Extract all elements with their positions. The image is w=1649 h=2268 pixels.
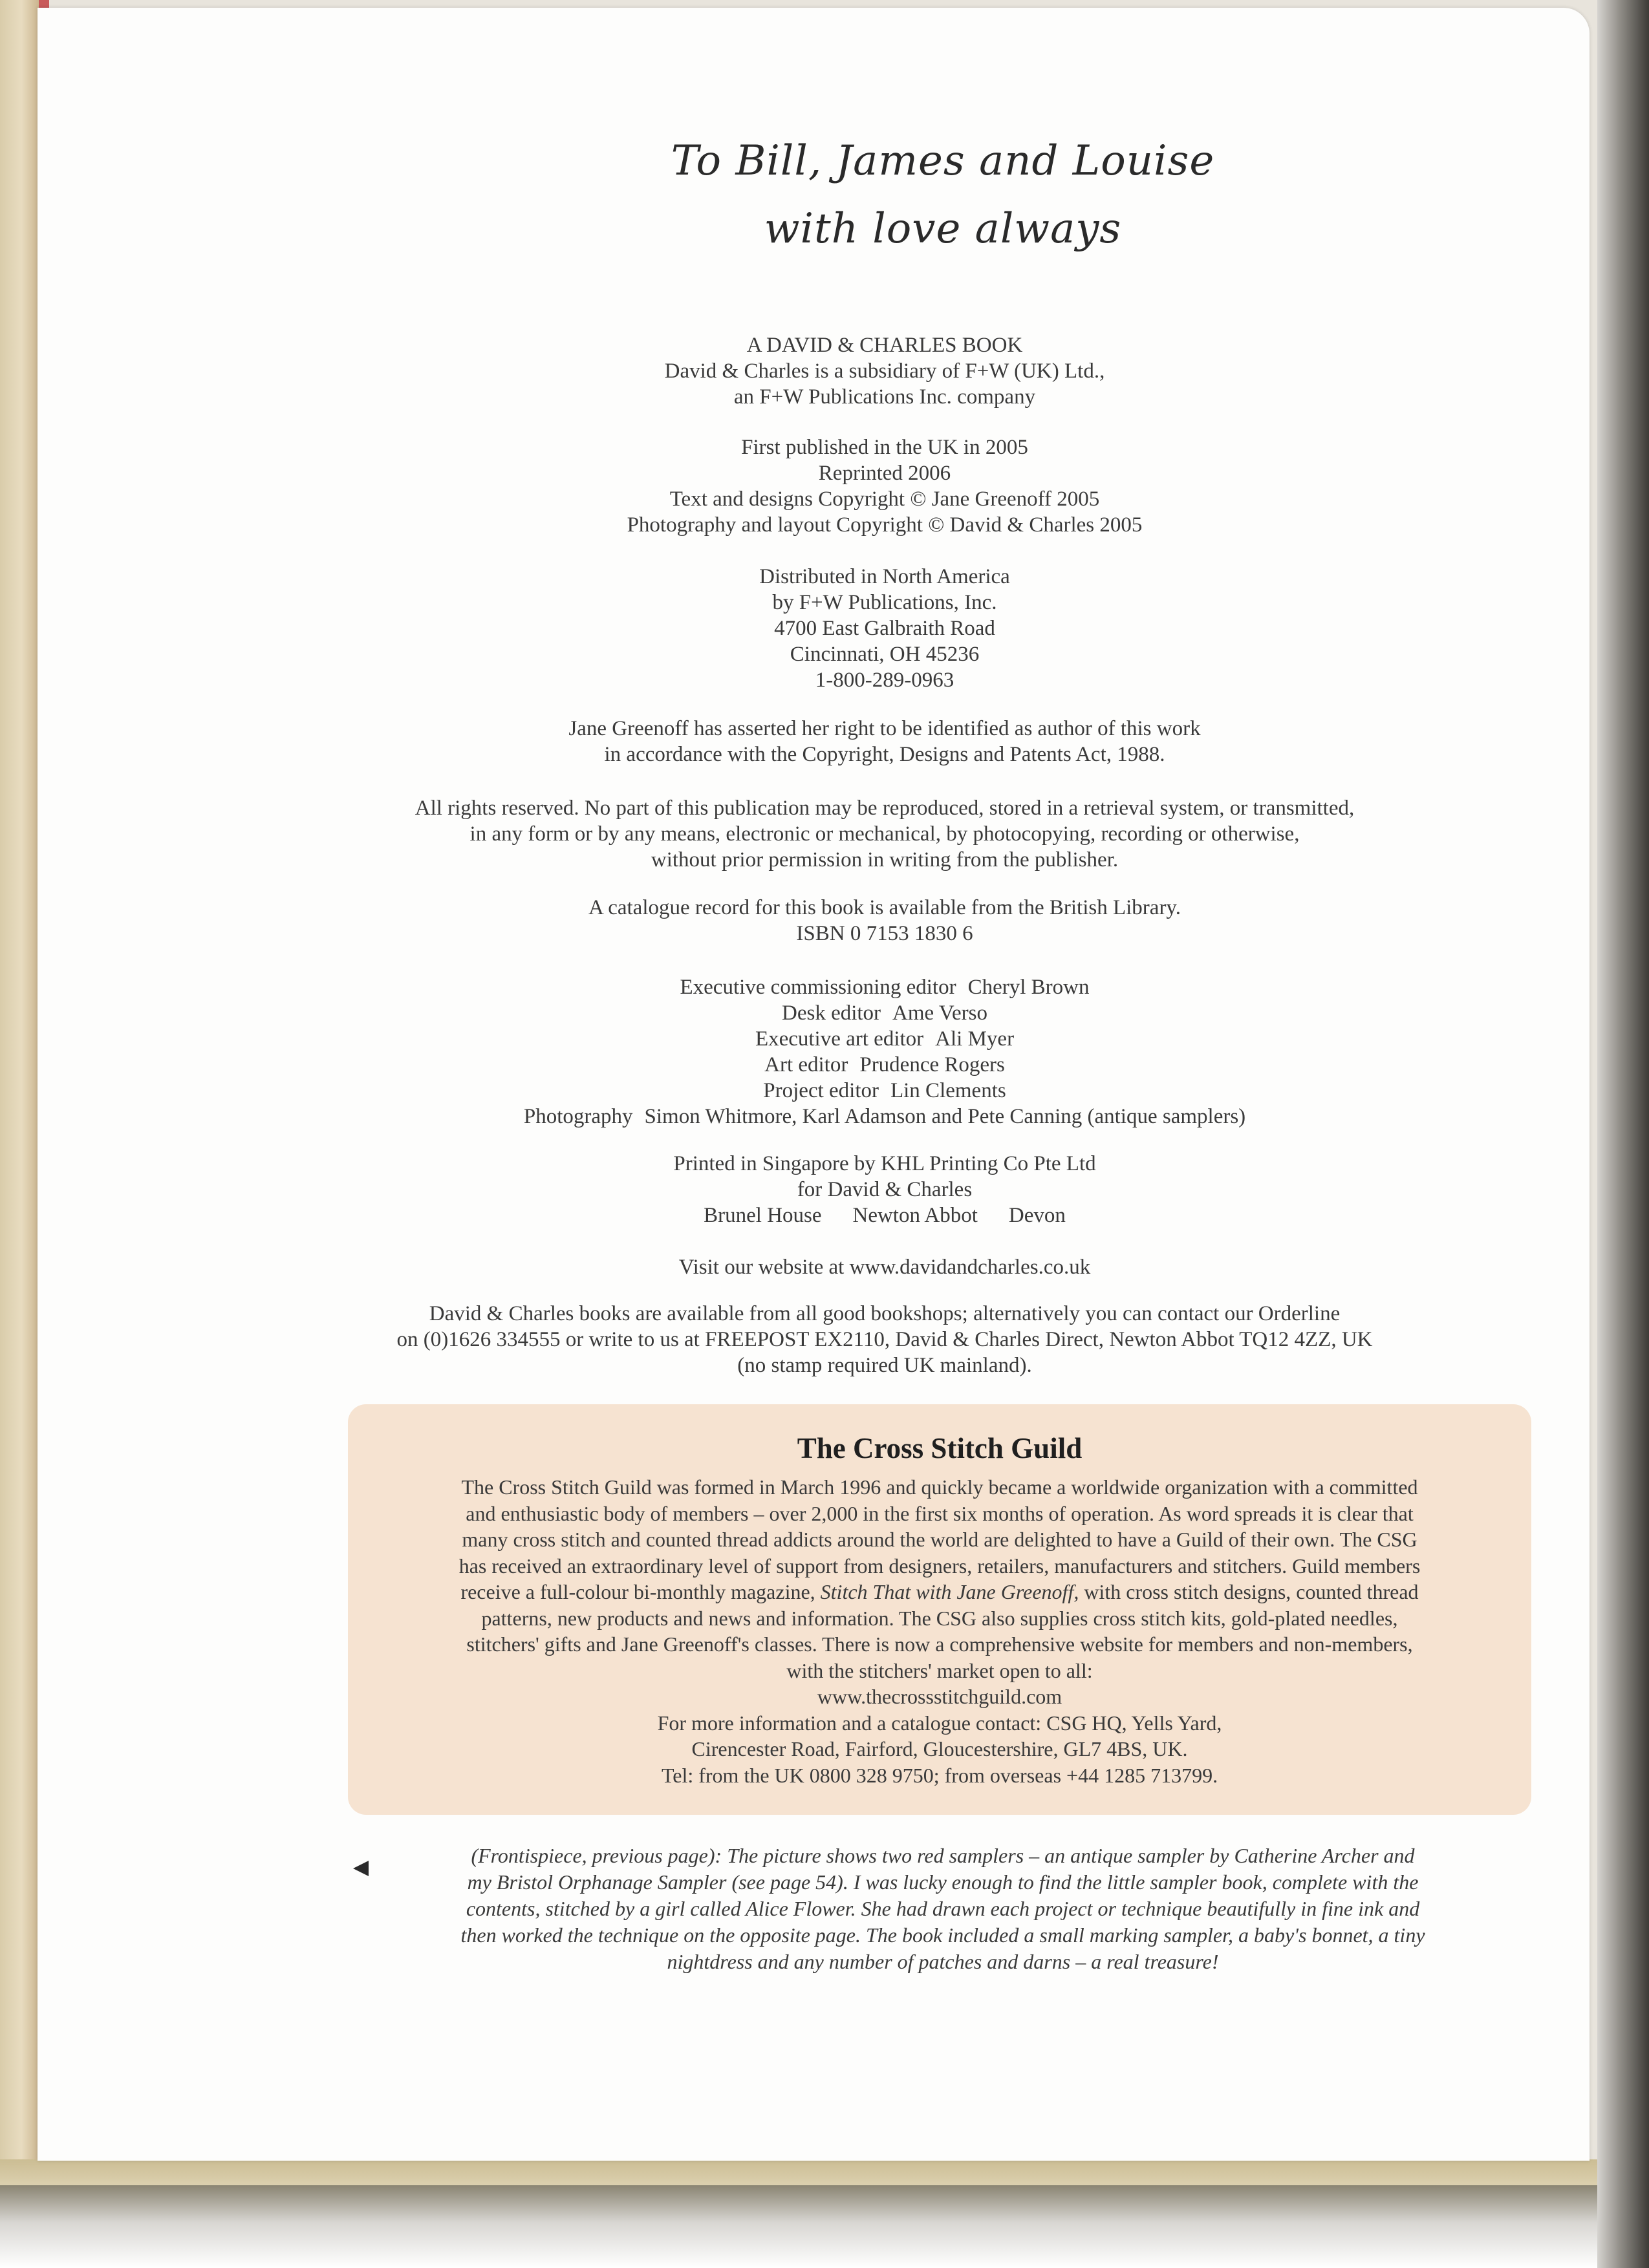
credit-role: Executive art editor <box>755 1027 924 1051</box>
credit-role: Art editor <box>764 1053 848 1076</box>
guild-description <box>367 1474 1512 1788</box>
text-line: many cross stitch and counted thread addicts around the world are delighted to have a Guild of their own. The CSG <box>462 1528 1417 1551</box>
text-line: For more information and a catalogue contact: CSG HQ, Yells Yard, <box>657 1711 1222 1735</box>
text-line: Photography and layout Copyright © David & Charles 2005 <box>627 513 1143 537</box>
credit-name: Lin Clements <box>890 1079 1006 1102</box>
dedication-line: with love always <box>764 205 1122 253</box>
text-line: on (0)1626 334555 or write to us at FREEPOST EX2110, David & Charles Direct, Newton Abbot TQ12 4ZZ, UK <box>396 1328 1373 1351</box>
text-line: without prior permission in writing from the publisher. <box>651 848 1119 872</box>
printer-info <box>283 1151 1486 1228</box>
credit-line <box>283 1000 1486 1026</box>
text-line: Tel: from the UK 0800 328 9750; from overseas +44 1285 713799. <box>661 1763 1218 1787</box>
credit-role: Desk editor <box>782 1001 881 1025</box>
credit-line <box>283 974 1486 1000</box>
text-line: David & Charles is a subsidiary of F+W (UK) Ltd., <box>664 359 1105 383</box>
text-line: has received an extraordinary level of support from designers, retailers, manufacturers and stitchers. Guild members <box>458 1554 1421 1578</box>
publishing-history <box>283 434 1486 538</box>
text-line: patterns, new products and news and information. The CSG also supplies cross stitch kits, gold-plated needles, <box>481 1606 1398 1630</box>
credit-role: Executive commissioning editor <box>680 976 956 999</box>
website-line: Visit our website at www.davidandcharles.co.uk <box>678 1256 1091 1279</box>
guild-title: The Cross Stitch Guild <box>797 1432 1083 1464</box>
caption-line: my Bristol Orphanage Sampler (see page 54). I was lucky enough to find the little sampler book, complete with the <box>467 1870 1419 1894</box>
credit-name: Ali Myer <box>935 1027 1015 1051</box>
credit-name: Cheryl Brown <box>967 976 1090 999</box>
text-line: (no stamp required UK mainland). <box>737 1354 1032 1377</box>
credit-name: Ame Verso <box>892 1001 987 1025</box>
caption-line: (Frontispiece, previous page): The picture shows two red samplers – an antique sampler by Catherine Archer and <box>471 1844 1415 1867</box>
text-line: First published in the UK in 2005 <box>741 436 1028 459</box>
text-line: and enthusiastic body of members – over 2,000 in the first six months of operation. As word spreads it is clear that <box>466 1501 1414 1525</box>
text-segment: receive a full-colour bi-monthly magazine, <box>460 1580 821 1603</box>
text-line: for David & Charles <box>797 1178 973 1201</box>
catalogue-record <box>283 895 1486 947</box>
orderline-info <box>283 1301 1486 1378</box>
caption-line: then worked the technique on the opposite page. The book included a small marking sampler, a baby's bonnet, a tiny <box>460 1923 1425 1947</box>
text-line: by F+W Publications, Inc. <box>772 591 997 614</box>
credit-line <box>283 1078 1486 1104</box>
scan-right-shadow <box>1597 0 1649 2268</box>
text-line: David & Charles books are available from all good bookshops; alternatively you can contact our Orderline <box>429 1302 1341 1325</box>
credit-name: Simon Whitmore, Karl Adamson and Pete Canning (antique samplers) <box>644 1105 1246 1128</box>
publisher-statement <box>283 332 1486 410</box>
author-rights-statement <box>283 716 1486 767</box>
printer-address <box>283 1203 1486 1228</box>
text-line: with the stitchers' market open to all: <box>786 1658 1093 1682</box>
isbn: ISBN 0 7153 1830 6 <box>796 922 973 945</box>
text-line: Cincinnati, OH 45236 <box>790 643 980 666</box>
magazine-title: Stitch That with Jane Greenoff, <box>820 1580 1079 1603</box>
text-line: in accordance with the Copyright, Designs and Patents Act, 1988. <box>604 743 1165 766</box>
text-line: The Cross Stitch Guild was formed in March 1996 and quickly became a worldwide organization with a committed <box>461 1475 1418 1499</box>
text-line: 4700 East Galbraith Road <box>774 617 995 640</box>
text-line: Cirencester Road, Fairford, Gloucestershire, GL7 4BS, UK. <box>691 1737 1188 1760</box>
text-line: Text and designs Copyright © Jane Greenoff 2005 <box>669 487 1100 511</box>
text-line: Jane Greenoff has asserted her right to be identified as author of this work <box>568 717 1201 740</box>
text-line: A catalogue record for this book is available from the British Library. <box>588 896 1181 919</box>
credits <box>283 974 1486 1129</box>
credit-line <box>283 1026 1486 1052</box>
dedication <box>490 127 1396 263</box>
text-line: 1-800-289-0963 <box>815 669 954 692</box>
text-line: Printed in Singapore by KHL Printing Co Pte Ltd <box>673 1152 1096 1175</box>
caption-line: nightdress and any number of patches and darns – a real treasure! <box>667 1950 1219 1973</box>
text-line: Reprinted 2006 <box>818 462 951 485</box>
guild-website: www.thecrossstitchguild.com <box>817 1685 1062 1708</box>
rights-reserved-statement <box>283 795 1486 873</box>
frontispiece-caption <box>354 1843 1531 1975</box>
address-part: Brunel House <box>704 1204 822 1227</box>
text-line: Distributed in North America <box>759 565 1010 588</box>
text-line <box>367 1579 1512 1605</box>
book-page <box>38 8 1590 2161</box>
credit-line <box>283 1052 1486 1078</box>
text-line: stitchers' gifts and Jane Greenoff's classes. There is now a comprehensive website for members and non-members, <box>466 1632 1413 1656</box>
cross-stitch-guild-box <box>348 1404 1531 1815</box>
distribution-info <box>283 564 1486 693</box>
dedication-line: To Bill, James and Louise <box>671 137 1215 185</box>
text-line: All rights reserved. No part of this publication may be reproduced, stored in a retrieval system, or transmitted, <box>415 797 1355 820</box>
credit-role: Photography <box>523 1105 633 1128</box>
scan-bottom-shadow <box>0 2185 1649 2268</box>
text-line: an F+W Publications Inc. company <box>733 385 1036 409</box>
address-part: Newton Abbot <box>852 1204 978 1227</box>
book-binding <box>0 0 39 2268</box>
caption-line: contents, stitched by a girl called Alice Flower. She had drawn each project or technique beautifully in fine ink and <box>466 1897 1420 1920</box>
text-segment: with cross stitch designs, counted thread <box>1079 1580 1419 1603</box>
address-part: Devon <box>1008 1204 1066 1227</box>
text-line: A DAVID & CHARLES BOOK <box>746 334 1023 357</box>
credit-role: Project editor <box>763 1079 879 1102</box>
text-line: in any form or by any means, electronic or mechanical, by photocopying, recording or otherwise, <box>469 822 1300 846</box>
credit-name: Prudence Rogers <box>859 1053 1005 1076</box>
credit-line <box>283 1104 1486 1129</box>
